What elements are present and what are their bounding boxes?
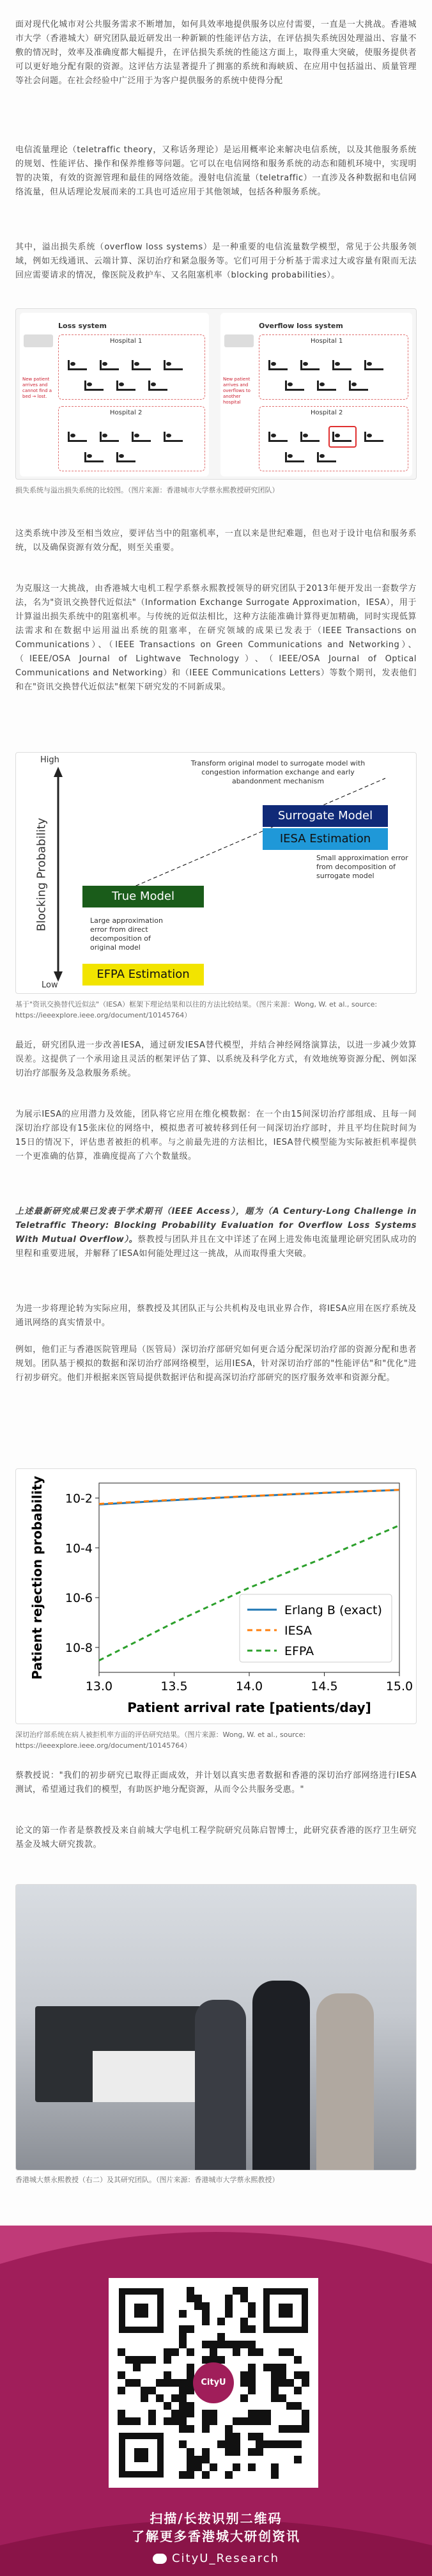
publication-title: 上述最新研究成果已发表于学术期刊（IEEE Access），题为（A Century-Long Challenge in Teletraffic Theory: Blocking Probability Evaluation for Overflow Loss Systems With Mutual Overflow）。 bbox=[15, 1207, 417, 1245]
qr-module bbox=[187, 2364, 194, 2371]
qr-module bbox=[187, 2425, 194, 2433]
qr-module bbox=[286, 2402, 294, 2410]
qr-module bbox=[279, 2394, 286, 2402]
qr-module bbox=[271, 2364, 279, 2371]
hospital-label: Hospital 1 bbox=[110, 338, 143, 345]
qr-module bbox=[202, 2417, 210, 2425]
qr-module bbox=[286, 2440, 294, 2448]
qr-module bbox=[248, 2348, 256, 2356]
qr-module bbox=[279, 2379, 286, 2387]
account-name: CityU_Research bbox=[171, 2552, 280, 2565]
qr-module bbox=[279, 2348, 286, 2356]
qr-module bbox=[294, 2356, 302, 2364]
team-photo bbox=[15, 1884, 417, 2171]
qr-module bbox=[256, 2348, 263, 2356]
article-body-2 bbox=[15, 527, 417, 737]
figure-note: New patient arrives and cannot find a bed → lost. bbox=[22, 377, 52, 399]
qr-module bbox=[217, 2318, 225, 2325]
qr-module bbox=[248, 2302, 256, 2310]
bed-icon bbox=[84, 381, 104, 391]
qr-module bbox=[271, 2440, 279, 2448]
qr-module bbox=[294, 2371, 302, 2379]
bed-icon bbox=[100, 361, 119, 370]
qr-module bbox=[233, 2463, 240, 2471]
qr-module bbox=[286, 2425, 294, 2433]
qr-module bbox=[256, 2410, 263, 2417]
qr-module bbox=[118, 2371, 125, 2379]
paragraph: 论文的第一作者是蔡教授及来自前城大学电机工程学院研究员陈启智博士，此研究获香港的医疗卫生研究基金及城大研究拨款。 bbox=[15, 1826, 417, 1850]
y-tick-label: 10-2 bbox=[65, 1491, 93, 1506]
true-model-box: True Model bbox=[82, 886, 204, 907]
qr-module bbox=[125, 2417, 133, 2425]
panel-title: Overflow loss system bbox=[259, 322, 343, 330]
ambulance-icon bbox=[24, 334, 53, 347]
qr-module bbox=[225, 2471, 233, 2479]
bed-icon bbox=[100, 432, 119, 442]
qr-module bbox=[202, 2310, 210, 2318]
x-tick-label: 13.0 bbox=[85, 1679, 113, 1693]
qr-module bbox=[187, 2295, 194, 2302]
qr-module bbox=[202, 2302, 210, 2310]
qr-module bbox=[240, 2287, 248, 2295]
figure-rejection-chart bbox=[15, 1468, 417, 1724]
qr-module bbox=[279, 2425, 286, 2433]
bed-icon bbox=[300, 432, 320, 442]
qr-module bbox=[233, 2440, 240, 2448]
y-tick-label: 10-8 bbox=[65, 1641, 93, 1656]
qr-module bbox=[233, 2433, 240, 2440]
wechat-icon bbox=[153, 2554, 167, 2564]
qr-module bbox=[279, 2440, 286, 2448]
scan-instruction: 扫描/长按识别二维码 bbox=[150, 2511, 282, 2526]
qr-module bbox=[171, 2417, 179, 2425]
paragraph bbox=[15, 1205, 417, 1289]
qr-module bbox=[118, 2387, 125, 2394]
hospital-box bbox=[259, 406, 408, 471]
qr-module bbox=[179, 2379, 187, 2387]
qr-module bbox=[217, 2333, 225, 2341]
figure-note: New patient arrives and overflows to another hospital bbox=[223, 377, 251, 405]
bed-icon bbox=[148, 381, 167, 391]
qr-module bbox=[171, 2379, 179, 2387]
figure-loss-systems bbox=[15, 308, 417, 480]
bed-icon bbox=[285, 453, 304, 462]
legend-label: Erlang B (exact) bbox=[284, 1603, 382, 1617]
axis-high-label: High bbox=[40, 755, 59, 765]
qr-module bbox=[248, 2379, 256, 2387]
overflow-loss-system-panel bbox=[220, 313, 412, 476]
qr-module bbox=[217, 2341, 225, 2348]
hospital-label: Hospital 2 bbox=[311, 409, 343, 416]
qr-module bbox=[148, 2417, 156, 2425]
qr-module bbox=[202, 2448, 210, 2456]
qr-module bbox=[263, 2410, 271, 2417]
qr-module bbox=[263, 2440, 271, 2448]
qr-module bbox=[248, 2371, 256, 2379]
qr-module bbox=[225, 2425, 233, 2433]
qr-module bbox=[225, 2310, 233, 2318]
bed-icon bbox=[349, 381, 368, 391]
qr-module bbox=[210, 2341, 217, 2348]
qr-module bbox=[194, 2456, 202, 2463]
qr-module bbox=[271, 2394, 279, 2402]
bed-icon bbox=[132, 432, 151, 442]
qr-module bbox=[187, 2471, 194, 2479]
legend-label: EFPA bbox=[284, 1644, 314, 1658]
qr-module bbox=[248, 2387, 256, 2394]
qr-module bbox=[148, 2387, 156, 2394]
qr-module bbox=[187, 2456, 194, 2463]
qr-module bbox=[233, 2417, 240, 2425]
efpa-estimation-box: EFPA Estimation bbox=[82, 964, 204, 986]
y-tick-label: 10-4 bbox=[65, 1541, 93, 1556]
qr-module bbox=[179, 2394, 187, 2402]
qr-module bbox=[179, 2417, 187, 2425]
qr-module bbox=[271, 2387, 279, 2394]
qr-module bbox=[294, 2387, 302, 2394]
iesa-estimation-box: IESA Estimation bbox=[263, 828, 388, 850]
y-axis-label: Patient rejection probability bbox=[29, 1475, 45, 1680]
hospital-box bbox=[58, 406, 205, 471]
qr-module bbox=[164, 2348, 171, 2356]
qr-module bbox=[210, 2348, 217, 2356]
person bbox=[316, 1993, 374, 2171]
qr-module bbox=[256, 2448, 263, 2456]
qr-module bbox=[210, 2463, 217, 2471]
bed-icon bbox=[116, 381, 135, 391]
qr-module bbox=[202, 2318, 210, 2325]
x-axis-label: Patient arrival rate [patients/day] bbox=[127, 1700, 371, 1715]
qr-module bbox=[225, 2433, 233, 2440]
bed-icon bbox=[332, 361, 351, 370]
paragraph: 为克服这一大挑战，由香港城大电机工程学系蔡永熙教授领导的研究团队于2013年便开发出一套数学方法，名为"资讯交换替代近似法"（Information Exchange Surrogate Approximation，IESA），用于计算溢出损失系统中的阻塞机率。与传统的近似法相比，这种方法能准确计算得更加精确，同时实现低算法需求和在数据中运用溢出系统的阻塞率，在研究领域的成果已发表于（IEEE Transactions on Communications）、（IEEE Transactions on Green Communications and Networking）、（IEEE/OSA Journal of Lightwave Technology）、（IEEE/OSA Journal of Optical Communications and Networking）和（IEEE Communications Letters）等数个期刊，发表他们和在"资讯交换替代近似法"框架下研究发的不同新成果。 bbox=[15, 584, 417, 692]
bed-icon bbox=[268, 432, 288, 442]
qr-finder bbox=[119, 2433, 164, 2478]
y-tick-label: 10-6 bbox=[65, 1591, 93, 1606]
qr-module bbox=[164, 2379, 171, 2387]
qr-module bbox=[240, 2379, 248, 2387]
qr-module bbox=[271, 2471, 279, 2479]
qr-module bbox=[248, 2325, 256, 2333]
qr-module bbox=[302, 2410, 309, 2417]
paragraph: 其中，溢出损失系统（overflow loss systems）是一种重要的电信流量数学模型，常见于公共服务领域，例如无线通讯、云端计算、深切治疗和紧急服务等。它们可用于分析基于需求过大或容量有限而无法回应需要请求的情况，像医院及救护车、又名阻塞机率（blocking probabilities）。 bbox=[15, 242, 417, 280]
qr-module bbox=[233, 2448, 240, 2456]
qr-module bbox=[240, 2341, 248, 2348]
qr-module bbox=[248, 2341, 256, 2348]
bed-icon bbox=[132, 361, 151, 370]
x-tick-label: 14.0 bbox=[235, 1679, 263, 1693]
x-tick-label: 13.5 bbox=[160, 1679, 188, 1693]
article-body-3 bbox=[15, 1039, 417, 1427]
qr-module bbox=[156, 2379, 164, 2387]
qr-module bbox=[171, 2394, 179, 2402]
qr-module bbox=[248, 2410, 256, 2417]
qr-module bbox=[179, 2471, 187, 2479]
qr-finder bbox=[119, 2288, 164, 2333]
qr-module bbox=[179, 2387, 187, 2394]
bed-icon bbox=[317, 453, 336, 462]
qr-module bbox=[210, 2417, 217, 2425]
qr-module bbox=[240, 2318, 248, 2325]
qr-module bbox=[141, 2394, 148, 2402]
hospital-label: Hospital 2 bbox=[110, 409, 143, 416]
qr-module bbox=[202, 2471, 210, 2479]
qr-module bbox=[187, 2325, 194, 2333]
qr-module bbox=[187, 2348, 194, 2356]
qr-module bbox=[187, 2402, 194, 2410]
panel-title: Loss system bbox=[58, 322, 107, 330]
qr-module bbox=[225, 2448, 233, 2456]
qr-module bbox=[187, 2448, 194, 2456]
bed-icon bbox=[68, 361, 87, 370]
bed-icon bbox=[116, 453, 135, 462]
hospital-box bbox=[58, 334, 205, 400]
qr-module bbox=[164, 2402, 171, 2410]
bed-icon bbox=[285, 381, 304, 391]
qr-module bbox=[148, 2356, 156, 2364]
qr-module bbox=[240, 2394, 248, 2402]
bed-icon bbox=[164, 361, 183, 370]
qr-module bbox=[225, 2341, 233, 2348]
qr-module bbox=[271, 2371, 279, 2379]
qr-module bbox=[202, 2456, 210, 2463]
qr-module bbox=[279, 2364, 286, 2371]
bed-icon bbox=[84, 453, 104, 462]
bed-icon bbox=[332, 432, 351, 442]
paragraph: 为展示IESA的应用潜力及效能，团队将它应用在维化模数据：在一个由15间深切治疗部组成、且每一间深切治疗部设有15张床位的网络中，模拟患者可被转移到任何一间深切治疗部时，并且平均住院时间为15日的情况下，评估患者被拒的机率。与之前最先进的方法相比，IESA替代模型能为实际被拒机率提供一个更准确的估算，准确度提高了六个数量级。 bbox=[15, 1110, 417, 1161]
qr-module bbox=[240, 2295, 248, 2302]
qr-module bbox=[187, 2287, 194, 2295]
qr-module bbox=[179, 2410, 187, 2417]
qr-module bbox=[294, 2402, 302, 2410]
hospital-box bbox=[259, 334, 408, 400]
qr-module bbox=[248, 2364, 256, 2371]
qr-module bbox=[302, 2379, 309, 2387]
qr-module bbox=[233, 2287, 240, 2295]
qr-code[interactable] bbox=[109, 2278, 318, 2488]
hospital-label: Hospital 1 bbox=[311, 338, 343, 345]
bed-icon bbox=[364, 432, 383, 442]
qr-module bbox=[286, 2379, 294, 2387]
paragraph: 为进一步将理论转为实际应用，蔡教授及其团队正与公共机构及电讯业界合作，将IESA应用在医疗系统及通讯网络的真实情景中。 bbox=[15, 1304, 417, 1328]
qr-module bbox=[240, 2417, 248, 2425]
qr-module bbox=[202, 2425, 210, 2433]
qr-module bbox=[148, 2410, 156, 2417]
x-tick-label: 14.5 bbox=[311, 1679, 338, 1693]
legend-label: IESA bbox=[284, 1624, 312, 1638]
qr-module bbox=[179, 2325, 187, 2333]
qr-module bbox=[194, 2302, 202, 2310]
qr-module bbox=[164, 2417, 171, 2425]
transform-note: Transform original model to surrogate model with congestion information exchange and early abandonment mechanism bbox=[190, 759, 366, 785]
qr-module bbox=[164, 2371, 171, 2379]
qr-module bbox=[125, 2379, 133, 2387]
axis-low-label: Low bbox=[42, 980, 58, 990]
qr-module bbox=[179, 2341, 187, 2348]
cityu-logo: CityU bbox=[193, 2362, 234, 2403]
qr-module bbox=[294, 2425, 302, 2433]
paragraph: 最近，研究团队进一步改善IESA，通过研发IESA替代模型，并结合神经网络演算法，以进一步减少效算误差。这提供了一个承用途且灵活的框架评估了算、以系统及科学化方式，有效地统筹资源分配、例如深切治疗部服务及急救服务系统。 bbox=[15, 1041, 417, 1078]
qr-module bbox=[118, 2348, 125, 2356]
paragraph: 电信流量理论（teletraffic theory，又称话务理论）是运用概率论来解决电信系统，以及其他服务系统的规划、性能评估、操作和保养维修等问题。它可以在电信网络和服务系统的动态和随机环境中，实现明智的决策，有效的资源管理和最佳的网络效能。漫射电信流量（teletraffic）一直涉及各种数据和电信网络流量，但从话理论发展而来的工具也可适应用于其他领域，包括各种服务系统。 bbox=[15, 145, 417, 197]
qr-module bbox=[164, 2356, 171, 2364]
qr-module bbox=[171, 2348, 179, 2356]
bed-icon bbox=[317, 381, 336, 391]
qr-module bbox=[141, 2356, 148, 2364]
qr-module bbox=[179, 2402, 187, 2410]
qr-module bbox=[286, 2348, 294, 2356]
bed-icon bbox=[268, 361, 288, 370]
qr-module bbox=[256, 2440, 263, 2448]
paragraph: 例如，他们正与香港医院管理局（医管局）深切治疗部研究如何更合适分配深切治疗部的资源分配和患者规划。团队基于模拟的数据和深切治疗部网络模型，运用IESA，针对深切治疗部的"性能评估"和"优化"进行初步研究。他们并根据来医管局提供数据评估和提高深切治疗部研究的医疗服务效率和资源分配。 bbox=[15, 1345, 417, 1383]
qr-module bbox=[233, 2341, 240, 2348]
qr-module bbox=[294, 2440, 302, 2448]
qr-module bbox=[133, 2356, 141, 2364]
qr-module bbox=[256, 2417, 263, 2425]
qr-module bbox=[202, 2410, 210, 2417]
qr-module bbox=[187, 2410, 194, 2417]
qr-module bbox=[248, 2433, 256, 2440]
qr-module bbox=[125, 2356, 133, 2364]
qr-module bbox=[279, 2371, 286, 2379]
x-tick-label: 15.0 bbox=[385, 1679, 413, 1693]
qr-module bbox=[256, 2433, 263, 2440]
ambulance-icon bbox=[224, 334, 254, 347]
bed-icon bbox=[364, 361, 383, 370]
y-axis-label: Blocking Probability bbox=[35, 817, 49, 932]
article-body-intro bbox=[15, 18, 417, 311]
qr-module bbox=[248, 2448, 256, 2456]
qr-module bbox=[217, 2440, 225, 2448]
qr-module bbox=[302, 2425, 309, 2433]
bed-icon bbox=[300, 361, 320, 370]
paragraph: 面对现代化城市对公共服务需求不断增加，如何具效率地提供服务以应付需要，一直是一大挑战。香港城市大学（香港城大）研究团队最近研发出一种新颖的性能评估方法，在评估损失系统因处理溢出、容量不敷的情况时，效率及准确度都大幅提升，在评估损失系统的性能这方面上，取得重大突破，使服务提供者可以更好地分配有限的资源。这评估方法显著提升了拥塞的系统和海峡质、在应用中包括溢出、质量管理等社会问题。在社会经验中广泛用于为客户提供服务的系统中使得分配 bbox=[15, 20, 417, 86]
qr-module bbox=[179, 2333, 187, 2341]
qr-module bbox=[225, 2440, 233, 2448]
qr-module bbox=[133, 2417, 141, 2425]
qr-module bbox=[294, 2456, 302, 2463]
person bbox=[252, 1981, 310, 2171]
qr-module bbox=[194, 2463, 202, 2471]
qr-module bbox=[248, 2310, 256, 2318]
qr-module bbox=[240, 2325, 248, 2333]
qr-module bbox=[133, 2364, 141, 2371]
qr-module bbox=[263, 2364, 271, 2371]
qr-module bbox=[156, 2394, 164, 2402]
publication-description: 蔡教授与团队并且在文中详述了在网上进发佈电流量理论研究团队成功的里程和重要进展，并解释了IESA如何能处理过这一挑战，从而取得重大突破。 bbox=[15, 1235, 417, 1259]
qr-module bbox=[225, 2302, 233, 2310]
qr-module bbox=[118, 2410, 125, 2417]
qr-module bbox=[194, 2295, 202, 2302]
paragraph: 这类系统中涉及至相当效应，要评估当中的阻塞机率，一直以来是世纪难题，但也对于设计电信和服务系统，以及确保资源有效分配，则至关重要。 bbox=[15, 529, 417, 553]
qr-module bbox=[233, 2348, 240, 2356]
scan-description: 了解更多香港城大研创资讯 bbox=[132, 2529, 300, 2544]
figure-caption: 香港城大蔡永熙教授（右二）及其研究团队。（图片来源：香港城市大学蔡永熙教授） bbox=[15, 2176, 279, 2184]
paragraph: 蔡教授说："我们的初步研究已取得正面成效，并计划以真实患者数据和香港的深切治疗部网络进行IESA测试，希望通过我们的模型，有助医护地分配资源，从而令公共服务受惠。" bbox=[15, 1771, 417, 1795]
qr-module bbox=[179, 2310, 187, 2318]
article-body-4 bbox=[15, 1769, 417, 1866]
rejection-probability-chart bbox=[16, 1469, 416, 1724]
wechat-account bbox=[0, 2552, 432, 2565]
figure-caption: 基于"资讯交换替代近似法"（IESA）框架下理论结果和以往的方法比较结果。（图片来源：Wong, W. et al., source: https://ieeexplore.ieee.org/document/10145764） bbox=[15, 1000, 378, 1019]
figure-caption: 深切治疗部系统在病人被拒机率方面的评估研究结果。（图片来源：Wong, W. et al., source: https://ieeexplore.ieee.org/document/10145764） bbox=[15, 1731, 306, 1750]
figure-iesa-framework bbox=[15, 752, 417, 994]
figure-caption: 损失系统与溢出损失系统的比较图。（图片来源：香港城市大学蔡永熙教授研究团队） bbox=[15, 486, 279, 494]
qr-module bbox=[133, 2379, 141, 2387]
qr-module bbox=[179, 2425, 187, 2433]
qr-finder bbox=[263, 2288, 308, 2333]
qr-module bbox=[240, 2371, 248, 2379]
qr-module bbox=[141, 2387, 148, 2394]
person bbox=[195, 2000, 246, 2171]
qr-module bbox=[302, 2417, 309, 2425]
qr-module bbox=[179, 2440, 187, 2448]
surrogate-model-box: Surrogate Model bbox=[263, 805, 388, 827]
qr-module bbox=[302, 2371, 309, 2379]
qr-module bbox=[248, 2417, 256, 2425]
bed-icon bbox=[68, 432, 87, 442]
qr-module bbox=[271, 2463, 279, 2471]
qr-module bbox=[225, 2295, 233, 2302]
qr-module bbox=[171, 2410, 179, 2417]
qr-module bbox=[202, 2341, 210, 2348]
bed-icon bbox=[164, 432, 183, 442]
qr-module bbox=[118, 2417, 125, 2425]
qr-module bbox=[187, 2463, 194, 2471]
qr-module bbox=[210, 2410, 217, 2417]
loss-system-panel bbox=[20, 313, 209, 476]
small-error-note: Small approximation error from decomposition of surrogate model bbox=[316, 854, 408, 880]
qr-module bbox=[271, 2379, 279, 2387]
large-error-note: Large approximation error from direct decomposition of original model bbox=[90, 916, 163, 952]
qr-module bbox=[263, 2417, 271, 2425]
qr-module bbox=[248, 2463, 256, 2471]
